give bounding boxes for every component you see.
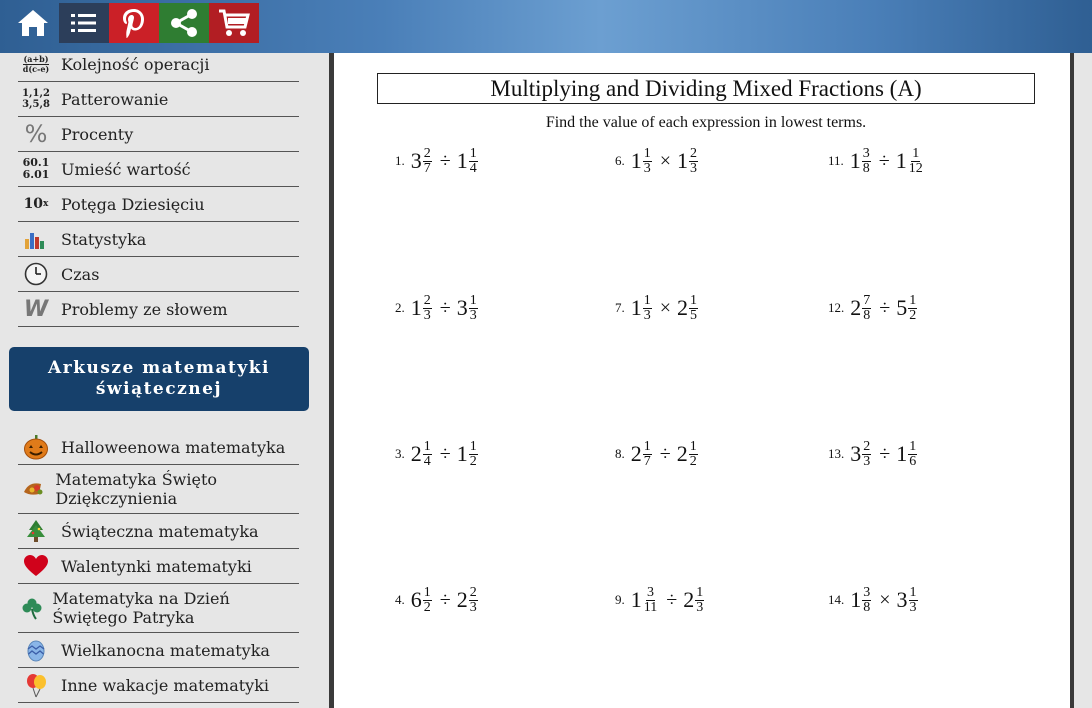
sidebar-item-statistics[interactable] <box>18 222 299 257</box>
sidebar-item-label: Problemy ze słowem <box>61 299 228 319</box>
problem-item <box>395 139 480 183</box>
mixed-number <box>896 147 926 176</box>
operator: ÷ <box>439 149 451 172</box>
whole-part: 3 <box>896 587 908 612</box>
worksheet-instructions: Find the value of each expression in lowest terms. <box>545 114 867 131</box>
mixed-number <box>411 440 434 469</box>
whole-part: 6 <box>410 587 422 612</box>
mixed-number <box>631 147 654 176</box>
sidebar-item-order-of-operations[interactable] <box>18 47 299 82</box>
clock-icon <box>18 260 54 288</box>
whole-part: 1 <box>630 148 642 173</box>
denominator: 3 <box>863 453 871 469</box>
share-icon <box>169 8 199 38</box>
sidebar-item-label: Inne wakacje matematyki <box>61 675 270 695</box>
icon-text: % <box>24 120 48 148</box>
sidebar-item-label: Matematyka Święto Dziękczynienia <box>55 470 218 508</box>
problem-number: 12. <box>828 300 845 315</box>
whole-part: 1 <box>895 148 907 173</box>
denominator: 7 <box>423 160 431 176</box>
list-icon <box>70 11 98 35</box>
whole-part: 3 <box>850 441 862 466</box>
denominator: 2 <box>689 453 697 469</box>
mixed-number <box>896 294 919 323</box>
sidebar-item-percents[interactable] <box>18 117 299 152</box>
icon-text-top: 1,1,2 <box>22 88 50 99</box>
whole-part: 1 <box>630 587 642 612</box>
whole-part: 3 <box>456 295 468 320</box>
problem-expression <box>631 147 700 176</box>
cart-button[interactable] <box>209 3 259 43</box>
denominator: 3 <box>469 599 477 615</box>
numerator: 1 <box>469 438 477 454</box>
denominator: 11 <box>643 599 658 615</box>
operator: × <box>659 149 672 172</box>
whole-part: 2 <box>456 587 468 612</box>
mixed-number <box>850 586 873 615</box>
problem-expression <box>411 440 480 469</box>
operator: ÷ <box>666 588 678 611</box>
denominator: 3 <box>696 599 704 615</box>
sidebar-item-powers-of-ten[interactable] <box>18 187 299 222</box>
christmas-tree-icon <box>18 517 54 545</box>
mixed-number <box>457 586 480 615</box>
sidebar-item-place-value[interactable] <box>18 152 299 187</box>
sidebar-item-thanksgiving[interactable] <box>18 465 299 514</box>
numerator: 1 <box>696 584 704 600</box>
fraction <box>689 440 698 469</box>
fraction <box>689 294 698 323</box>
icon-text: W <box>23 296 49 322</box>
fraction <box>643 294 652 323</box>
fraction <box>643 586 658 615</box>
problem-number: 2. <box>395 300 405 315</box>
denominator: 8 <box>863 307 871 323</box>
easter-egg-icon <box>18 636 54 664</box>
fraction <box>908 147 924 176</box>
sidebar-item-st-patricks[interactable] <box>18 584 299 633</box>
place-value-icon <box>18 155 54 183</box>
numerator: 2 <box>423 145 431 161</box>
problem-expression <box>850 147 926 176</box>
mixed-number <box>677 147 700 176</box>
problem-item <box>615 139 700 183</box>
numerator: 1 <box>423 584 431 600</box>
whole-part: 1 <box>456 441 468 466</box>
fraction <box>423 147 432 176</box>
problem-number: 3. <box>395 446 405 461</box>
worksheet-title: Multiplying and Dividing Mixed Fractions (A) <box>377 73 1035 104</box>
sidebar <box>0 53 318 708</box>
mixed-number <box>677 294 700 323</box>
order-of-operations-icon <box>18 50 54 78</box>
whole-part: 1 <box>850 587 862 612</box>
denominator: 2 <box>469 453 477 469</box>
fraction <box>469 586 478 615</box>
denominator: 3 <box>690 160 698 176</box>
denominator: 2 <box>423 599 431 615</box>
problem-item <box>828 432 919 476</box>
numerator: 1 <box>909 438 917 454</box>
word-problems-icon <box>18 295 54 323</box>
numerator: 1 <box>643 145 651 161</box>
fraction <box>689 147 698 176</box>
operator: ÷ <box>878 149 890 172</box>
problem-item <box>395 286 480 330</box>
sidebar-item-patterning[interactable] <box>18 82 299 117</box>
denominator: 3 <box>643 307 651 323</box>
shamrock-icon <box>18 594 45 622</box>
sidebar-item-label: Patterowanie <box>61 89 169 109</box>
mixed-number <box>683 586 706 615</box>
percent-icon <box>18 120 54 148</box>
denominator: 6 <box>909 453 917 469</box>
denominator: 8 <box>862 160 870 176</box>
numerator: 1 <box>643 292 651 308</box>
operator: ÷ <box>439 588 451 611</box>
icon-superscript: x <box>43 199 49 209</box>
numerator: 3 <box>646 584 654 600</box>
denominator: 4 <box>469 160 477 176</box>
sidebar-item-time[interactable] <box>18 257 299 292</box>
mixed-number <box>411 294 434 323</box>
denominator: 4 <box>423 453 431 469</box>
whole-part: 1 <box>630 295 642 320</box>
whole-part: 1 <box>896 441 908 466</box>
icon-text-top: (a+b) <box>23 53 49 64</box>
problem-number: 8. <box>615 446 625 461</box>
denominator: 12 <box>908 160 923 176</box>
whole-part: 2 <box>410 441 422 466</box>
sidebar-item-other-holidays[interactable] <box>18 668 299 703</box>
numerator: 1 <box>643 438 651 454</box>
mixed-number <box>631 586 660 615</box>
problem-number: 9. <box>615 592 625 607</box>
bar-chart-icon <box>18 225 54 253</box>
numerator: 2 <box>863 438 871 454</box>
whole-part: 2 <box>683 587 695 612</box>
mixed-number <box>677 440 700 469</box>
sidebar-item-label: Halloweenowa matematyka <box>61 437 286 457</box>
mixed-number <box>457 294 480 323</box>
cart-icon <box>218 8 250 38</box>
numerator: 1 <box>909 292 917 308</box>
sidebar-item-christmas[interactable] <box>18 514 299 549</box>
icon-text-top: 60.1 <box>22 156 50 169</box>
denominator: 3 <box>909 599 917 615</box>
problem-item <box>395 578 480 622</box>
problem-expression <box>850 440 919 469</box>
problem-item <box>395 432 480 476</box>
numerator: 1 <box>689 438 697 454</box>
sidebar-item-label: Umieść wartość <box>61 159 191 179</box>
fraction <box>423 440 432 469</box>
sidebar-item-label: Procenty <box>61 124 134 144</box>
mixed-number <box>850 294 873 323</box>
problem-expression <box>411 147 480 176</box>
top-nav-bar <box>0 0 1092 53</box>
icon-text-bottom: 3,5,8 <box>22 99 50 110</box>
icon-text-bottom: d(c-e) <box>22 63 50 74</box>
numerator: 1 <box>909 584 917 600</box>
problem-expression <box>631 294 700 323</box>
problem-item <box>828 286 919 330</box>
fraction <box>643 440 652 469</box>
pinterest-icon <box>121 7 147 39</box>
whole-part: 5 <box>896 295 908 320</box>
icon-text-bottom: 6.01 <box>22 168 50 181</box>
whole-part: 2 <box>676 441 688 466</box>
problem-expression <box>411 586 480 615</box>
sidebar-item-label: Kolejność operacji <box>61 54 210 74</box>
numerator: 3 <box>863 584 871 600</box>
mixed-number <box>850 147 873 176</box>
fraction <box>423 586 432 615</box>
whole-part: 2 <box>677 295 689 320</box>
denominator: 2 <box>909 307 917 323</box>
problem-number: 14. <box>828 592 845 607</box>
mixed-number <box>457 440 480 469</box>
fraction <box>469 147 478 176</box>
fraction <box>908 294 917 323</box>
problem-expression <box>631 586 706 615</box>
operator: ÷ <box>439 296 451 319</box>
operator: × <box>879 588 891 611</box>
denominator: 3 <box>469 307 477 323</box>
problem-number: 11. <box>828 153 844 168</box>
mixed-number <box>411 147 434 176</box>
sidebar-item-label: Wielkanocna matematyka <box>61 640 270 660</box>
numerator: 1 <box>690 292 698 308</box>
problem-expression <box>631 440 700 469</box>
fraction <box>862 440 871 469</box>
sidebar-item-label: Potęga Dziesięciu <box>61 194 205 214</box>
denominator: 5 <box>690 307 698 323</box>
home-button[interactable] <box>8 3 58 43</box>
fraction <box>695 586 704 615</box>
mixed-number <box>631 440 654 469</box>
balloons-icon <box>18 671 54 699</box>
problem-item <box>615 432 700 476</box>
numerator: 1 <box>469 292 477 308</box>
fraction <box>423 294 432 323</box>
problem-number: 4. <box>395 592 405 607</box>
problem-expression <box>850 586 919 615</box>
mixed-number <box>896 440 919 469</box>
fraction <box>643 147 652 176</box>
problem-item <box>615 578 706 622</box>
sidebar-item-halloween[interactable] <box>18 430 299 465</box>
problem-expression <box>411 294 480 323</box>
sidebar-item-label: Czas <box>61 264 100 284</box>
whole-part: 1 <box>456 148 468 173</box>
heart-icon <box>18 552 54 580</box>
sidebar-item-valentines[interactable] <box>18 549 299 584</box>
sidebar-item-label: Matematyka na Dzień Świętego Patryka <box>52 589 230 627</box>
home-icon <box>17 8 49 38</box>
fraction <box>862 586 871 615</box>
fraction <box>909 586 918 615</box>
sidebar-item-label: Statystyka <box>61 229 147 249</box>
mixed-number <box>631 294 654 323</box>
problem-item <box>828 139 926 183</box>
sidebar-item-label: Świąteczna matematyka <box>61 521 259 541</box>
denominator: 3 <box>643 160 651 176</box>
problem-number: 1. <box>395 153 405 168</box>
mixed-number <box>850 440 873 469</box>
operator: ÷ <box>659 442 671 465</box>
numerator: 1 <box>423 438 431 454</box>
numerator: 2 <box>690 145 698 161</box>
problem-item <box>615 286 700 330</box>
whole-part: 2 <box>630 441 642 466</box>
list-button[interactable] <box>59 3 109 43</box>
numerator: 1 <box>469 145 477 161</box>
fraction <box>908 440 917 469</box>
share-button[interactable] <box>159 3 209 43</box>
icon-text: 10 <box>23 196 44 212</box>
numerator: 2 <box>423 292 431 308</box>
problem-item <box>828 578 920 622</box>
whole-part: 2 <box>850 295 862 320</box>
numerator: 3 <box>862 145 870 161</box>
sidebar-item-label: Walentynki matematyki <box>61 556 252 576</box>
operator: × <box>659 296 672 319</box>
holiday-worksheets-banner[interactable]: Arkusze matematyki świątecznej <box>9 347 309 411</box>
mixed-number <box>411 586 434 615</box>
denominator: 7 <box>643 453 651 469</box>
fraction <box>469 294 478 323</box>
problem-number: 13. <box>828 446 845 461</box>
whole-part: 3 <box>410 148 422 173</box>
right-margin <box>1074 53 1092 708</box>
fraction <box>862 294 871 323</box>
numerator: 1 <box>912 145 920 161</box>
pumpkin-icon <box>18 433 54 461</box>
powers-of-ten-icon <box>18 190 54 218</box>
operator: ÷ <box>879 296 891 319</box>
operator: ÷ <box>879 442 891 465</box>
problem-number: 7. <box>615 300 625 315</box>
sidebar-item-easter[interactable] <box>18 633 299 668</box>
mixed-number <box>897 586 920 615</box>
cornucopia-icon <box>18 475 48 503</box>
whole-part: 1 <box>410 295 422 320</box>
denominator: 3 <box>423 307 431 323</box>
numerator: 7 <box>863 292 871 308</box>
fraction <box>469 440 478 469</box>
mixed-number <box>457 147 480 176</box>
whole-part: 1 <box>849 148 861 173</box>
problem-number: 6. <box>615 153 625 168</box>
numerator: 2 <box>469 584 477 600</box>
denominator: 8 <box>863 599 871 615</box>
sidebar-item-word-problems[interactable] <box>18 292 299 327</box>
pinterest-button[interactable] <box>109 3 159 43</box>
patterning-icon <box>18 85 54 113</box>
problem-expression <box>850 294 919 323</box>
fraction <box>862 147 871 176</box>
operator: ÷ <box>439 442 451 465</box>
whole-part: 1 <box>677 148 689 173</box>
